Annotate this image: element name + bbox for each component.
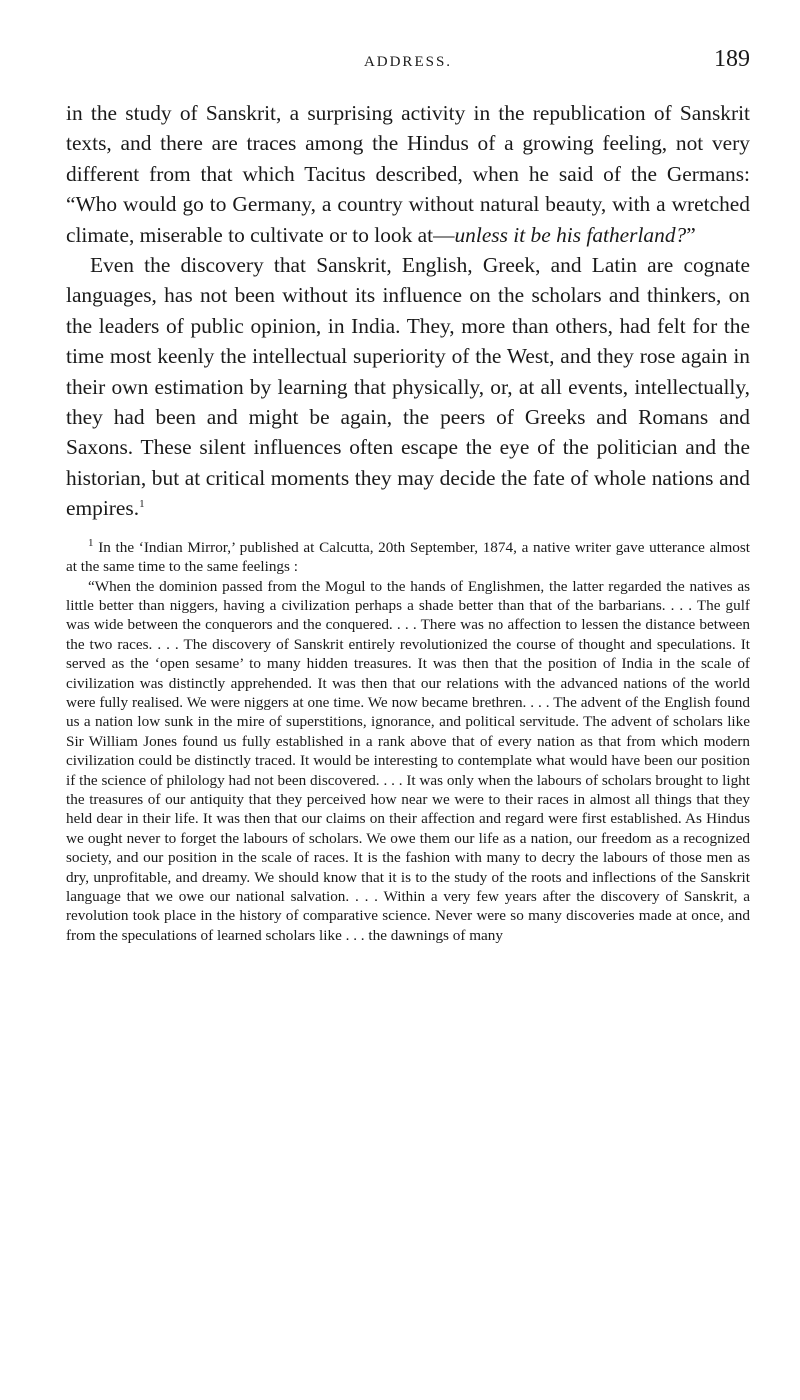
- running-head: [66, 44, 750, 84]
- footnote: [66, 538, 750, 946]
- running-title: ADDRESS.: [363, 54, 453, 70]
- paragraph-1-closing-quote: ”: [686, 222, 696, 247]
- paragraph-1-italic: unless it be his fatherland?: [454, 222, 687, 247]
- page-number: 189: [714, 46, 750, 72]
- paragraph-2: [66, 250, 750, 524]
- paragraph-2-text: Even the discovery that Sanskrit, English, Greek, and Latin are cognate languages, has not been without its influence on the scholars and thinkers, on the leaders of public opinion, in India. They, more than others, had felt for the time most keenly the intellectual superiority of the West, and they rose again in their own estimation by learning that physically, or, at all events, intellectually, they had been and might be again, the peers of Greeks and Romans and Saxons. These silent influences often escape the eye of the politician and the historian, but at critical moments they may decide the fate of whole nations and empires.: [66, 253, 750, 521]
- body-text: [66, 98, 750, 524]
- footnote-quote: [66, 577, 750, 946]
- footnote-intro: [66, 538, 750, 577]
- footnote-intro-text: In the ‘Indian Mirror,’ published at Calcutta, 20th September, 1874, a native writer gave utterance almost at the same time to the same feelings :: [66, 538, 751, 576]
- paragraph-1-text: in the study of Sanskrit, a surprising activity in the republication of Sanskrit texts, and there are traces among the Hindus of a growing feeling, not very different from that which Tacitus described, when he said of the Germans: “Who would go to Germany, a country without natural beauty, with a wretched climate, miserable to cultivate or to look at—: [66, 101, 750, 247]
- footnote-reference: 1: [139, 498, 145, 511]
- paragraph-1: [66, 98, 750, 250]
- book-page: [66, 44, 750, 945]
- footnote-marker: 1: [88, 536, 94, 549]
- footnote-quote-text: “When the dominion passed from the Mogul to the hands of Englishmen, the latter regarded the natives as little better than niggers, having a civilization perhaps a shade better than that of the barbarians. . . . The gulf was wide between the conquerors and the conquered. . . . There was no affection to lessen the distance between the two races. . . . The discovery of Sanskrit entirely revolutionized the course of thought and speculations. It served as the ‘open sesame’ to many hidden treasures. It was then that the position of India in the scale of civilization was distinctly apprehended. It was then that our relations with the advanced nations of the world were fully realised. We were niggers at one time. We now became brethren. . . . The advent of the English found us a nation low sunk in the mire of superstitions, ignorance, and political servitude. The advent of scholars like Sir William Jones found us fully established in a rank above that of every nation as that from which modern civilization could be distinctly traced. It would be interesting to contemplate what would have been our position if the science of philology had not been discovered. . . . It was only when the labours of scholars brought to light the treasures of our antiquity that they perceived how near we were to their races in almost all things that they held dear in their life. It was then that our claims on their affection and regard were first established. As Hindus we ought never to forget the labours of scholars. We owe them our life as a nation, our freedom as a recognized society, and our position in the scale of races. It is the fashion with many to decry the labours of those men as dry, unprofitable, and dreamy. We should know that it is to the study of the roots and inflections of the Sanskrit language that we owe our national salvation. . . . Within a very few years after the discovery of Sanskrit, a revolution took place in the history of comparative science. Never were so many discoveries made at once, and from the speculations of learned scholars like . . . the dawnings of many: [66, 577, 750, 944]
